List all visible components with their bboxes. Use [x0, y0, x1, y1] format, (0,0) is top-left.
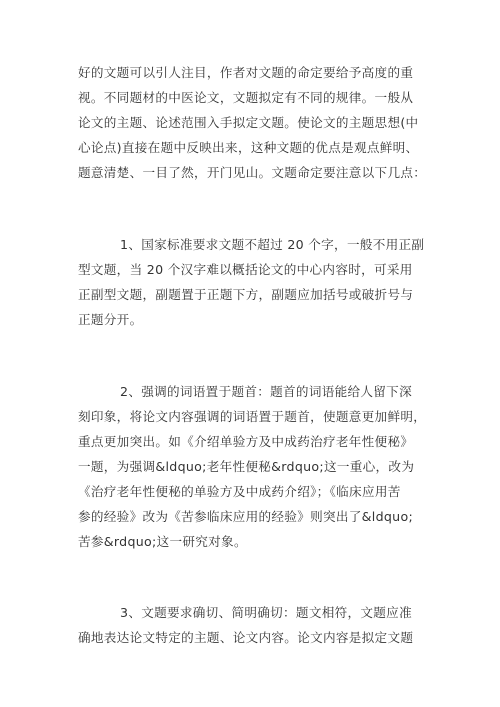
paragraph-1-line-3: 论文的主题、论述范围入手拟定文题。使论文的主题思想(中	[78, 115, 419, 130]
paragraph-1-line-2: 视。不同题材的中医论文，文题拟定有不同的规律。一般从	[78, 90, 414, 105]
paragraph-3-line-6: 参的经验》改为《苦参临床应用的经验》则突出了&ldquo;	[78, 509, 413, 524]
paragraph-3-line-1: 2、强调的词语置于题首：题首的词语能给人留下深	[120, 384, 412, 399]
paragraph-1-line-5: 题意清楚、一目了然，开门见山。文题命定要注意以下几点：	[78, 165, 427, 180]
paragraph-1-line-1: 好的文题可以引人注目，作者对文题的命定要给予高度的重	[78, 65, 414, 80]
paragraph-4-line-1: 3、文题要求确切、简明确切：题文相符，文题应准	[120, 605, 412, 620]
paragraph-3-line-4: 一题，为强调&ldquo;老年性便秘&rdquo;这一重心，改为	[78, 459, 415, 474]
paragraph-1-line-4: 心论点)直接在题中反映出来，这种文题的优点是观点鲜明、	[78, 140, 419, 155]
paragraph-4-line-2: 确地表达论文特定的主题、论文内容。论文内容是拟定文题	[78, 630, 414, 645]
paragraph-3-line-5: 《治疗老年性便秘的单验方及中成药介绍》；《临床应用苦	[78, 484, 401, 499]
paragraph-2-line-2: 型文题，当 20 个汉字难以概括论文的中心内容时，可采用	[78, 262, 413, 277]
paragraph-2-line-3: 正副型文题，副题置于正题下方，副题应加括号或破折号与	[78, 287, 414, 302]
paragraph-2-line-4: 正题分开。	[78, 312, 143, 327]
paragraph-2-line-1: 1、国家标准要求文题不超过 20 个字，一般不用正副	[120, 237, 425, 252]
paragraph-3-line-3: 重点更加突出。如《介绍单验方及中成药治疗老年性便秘》	[78, 434, 414, 449]
paragraph-3-line-2: 刻印象，将论文内容强调的词语置于题首，使题意更加鲜明，	[78, 409, 427, 424]
paragraph-3-line-7: 苦参&rdquo;这一研究对象。	[78, 534, 247, 549]
